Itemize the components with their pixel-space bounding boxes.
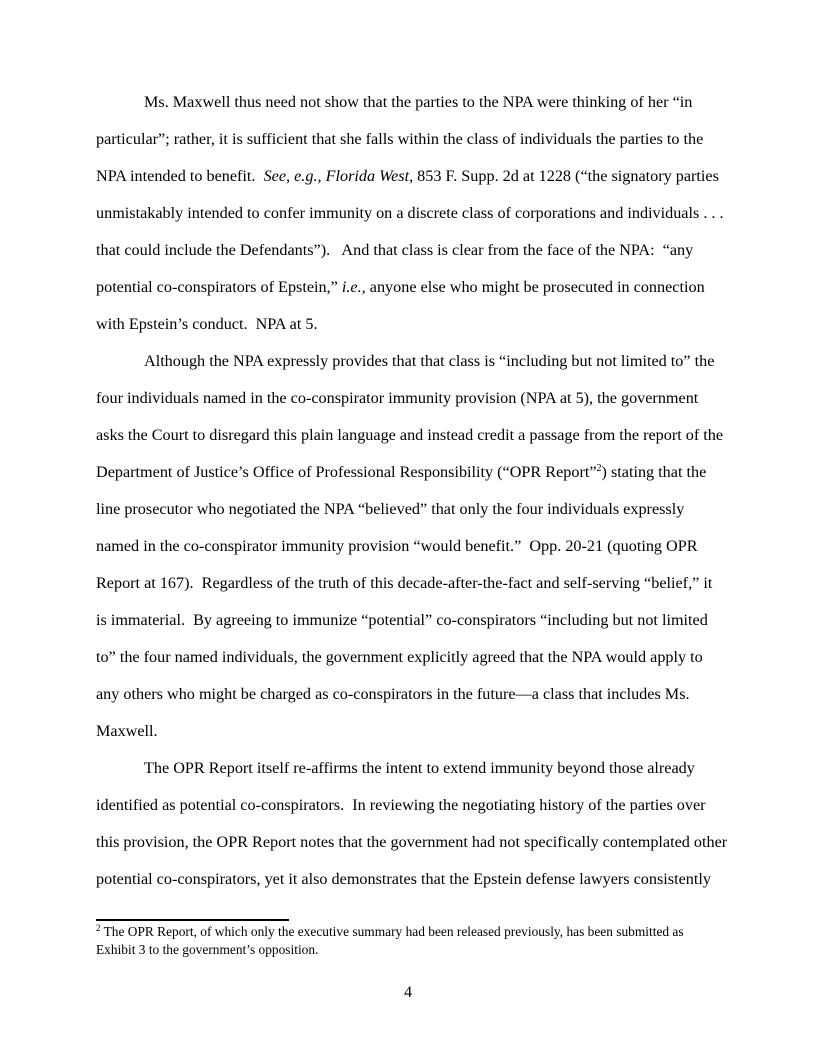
text-run: this provision, the OPR Report notes that the government had not specifically contemplated other [96,833,728,851]
text-run: Ms. Maxwell thus need not show that the parties to the NPA were thinking of her “in [144,93,693,111]
text-run: is immaterial. By agreeing to immunize “potential” co-conspirators “including but not limited [96,611,708,629]
text-run: 853 F. Supp. 2d at 1228 (“the signatory parties [413,167,719,185]
text-run: that could include the Defendants”). And that class is clear from the face of the NPA: “any [96,241,694,259]
text-line [96,158,736,195]
text-run: Report at 167). Regardless of the truth of this decade-after-the-fact and self-serving “belief,” it [96,574,713,592]
text-run: Maxwell. [96,722,158,740]
text-line [96,565,736,602]
body-paragraphs [96,84,736,898]
text-run: ) stating that the [601,463,707,481]
text-line [96,713,736,750]
text-run: any others who might be charged as co-conspirators in the future—a class that includes Ms. [96,685,690,703]
footnote-reference-marker: 2 [96,923,101,933]
page-number: 4 [403,983,413,1001]
footnote-separator [96,919,289,921]
text-run: Department of Justice’s Office of Professional Responsibility (“OPR Report” [96,463,597,481]
text-line [96,602,736,639]
text-line [96,923,756,941]
footnote-reference-marker: 2 [596,463,602,474]
text-line [96,195,736,232]
footnote-text [96,923,756,959]
paragraph [96,84,736,343]
text-line [96,84,736,121]
paragraph [96,750,736,898]
text-run: i.e., [341,278,366,296]
text-run: named in the co-conspirator immunity provision “would benefit.” Opp. 20-21 (quoting OPR [96,537,698,555]
text-run: with Epstein’s conduct. NPA at 5. [96,315,318,333]
text-run: anyone else who might be prosecuted in connection [365,278,705,296]
text-line [96,417,736,454]
text-run: See, e.g., Florida West, [263,167,414,185]
text-line [96,528,736,565]
text-line [96,861,736,898]
text-line [96,787,736,824]
text-line [96,121,736,158]
text-line [96,639,736,676]
text-run: asks the Court to disregard this plain language and instead credit a passage from the report of the [96,426,724,444]
text-run: four individuals named in the co-conspirator immunity provision (NPA at 5), the government [96,389,699,407]
text-run: potential co-conspirators of Epstein,” [96,278,342,296]
text-line [96,269,736,306]
text-line [96,491,736,528]
text-line [96,232,736,269]
text-run: line prosecutor who negotiated the NPA “believed” that only the four individuals expressly [96,500,685,518]
text-run: identified as potential co-conspirators. In reviewing the negotiating history of the parties over [96,796,706,814]
text-run: potential co-conspirators, yet it also demonstrates that the Epstein defense lawyers consistently [96,870,711,888]
text-run: The OPR Report, of which only the executive summary had been released previously, has been submitted as [100,924,684,939]
text-line [96,676,736,713]
text-run: to” the four named individuals, the government explicitly agreed that the NPA would apply to [96,648,703,666]
paragraph [96,343,736,750]
text-line [96,380,736,417]
text-line [96,454,736,491]
text-line [96,306,736,343]
text-line [96,750,736,787]
text-run: NPA intended to benefit. [96,167,264,185]
text-run: Exhibit 3 to the government’s opposition. [96,942,319,957]
text-line [96,941,756,959]
text-line [96,343,736,380]
text-run: unmistakably intended to confer immunity on a discrete class of corporations and individuals . . . [96,204,724,222]
text-run: Although the NPA expressly provides that that class is “including but not limited to” the [144,352,715,370]
text-line [96,824,736,861]
text-run: particular”; rather, it is sufficient that she falls within the class of individuals the parties to the [96,130,704,148]
text-run: The OPR Report itself re-affirms the intent to extend immunity beyond those already [144,759,695,777]
